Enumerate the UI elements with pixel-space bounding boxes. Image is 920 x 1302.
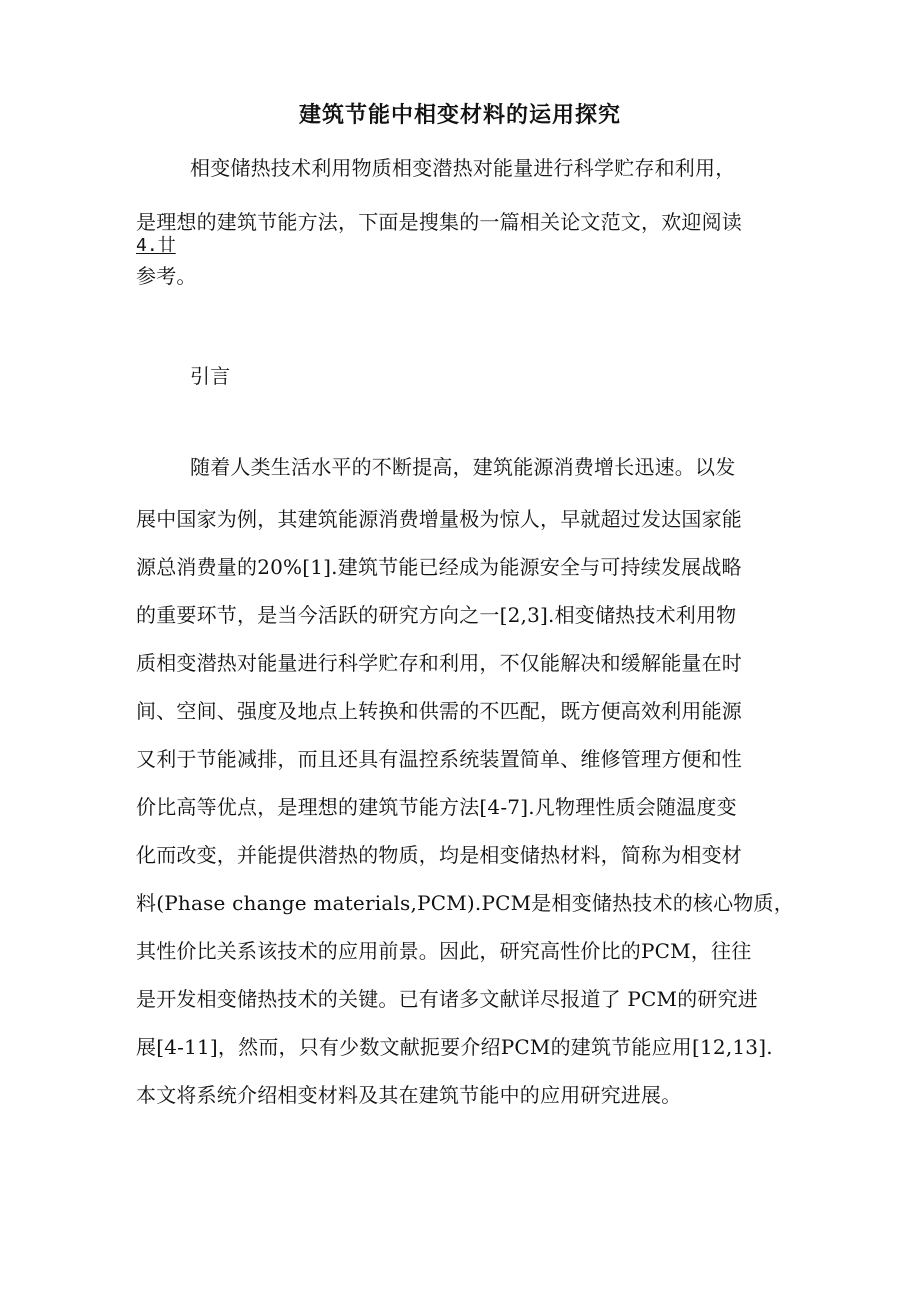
body-line: 是开发相变储热技术的关键。已有诸多文献详尽报道了 PCM的研究进 bbox=[136, 987, 758, 1011]
body-line: 本文将系统介绍相变材料及其在建筑节能中的应用研究进展。 bbox=[136, 1083, 682, 1107]
document-title: 建筑节能中相变材料的运用探究 bbox=[298, 102, 621, 128]
body-line: 展中国家为例，其建筑能源消费增量极为惊人，早就超过发达国家能 bbox=[136, 507, 742, 531]
intro-line-1: 相变储热技术利用物质相变潜热对能量进行科学贮存和利用， bbox=[190, 156, 736, 180]
body-line: 随着人类生活水平的不断提高，建筑能源消费增长迅速。以发 bbox=[190, 455, 736, 479]
section-heading: 引言 bbox=[190, 364, 231, 388]
body-line: 质相变潜热对能量进行科学贮存和利用，不仅能解决和缓解能量在时 bbox=[136, 651, 742, 675]
body-line: 又利于节能减排，而且还具有温控系统装置简单、维修管理方便和性 bbox=[136, 747, 742, 771]
page-marker: 4.廿 bbox=[136, 235, 176, 256]
body-line: 料(Phase change materials,PCM).PCM是相变储热技术的核心物质， bbox=[136, 891, 794, 915]
body-line: 价比高等优点，是理想的建筑节能方法[4-7].凡物理性质会随温度变 bbox=[136, 795, 737, 819]
body-line: 化而改变，并能提供潜热的物质，均是相变储热材料，简称为相变材 bbox=[136, 843, 742, 867]
body-line: 间、空间、强度及地点上转换和供需的不匹配，既方便高效利用能源 bbox=[136, 699, 742, 723]
intro-line-2: 是理想的建筑节能方法，下面是搜集的一篇相关论文范文，欢迎阅读 bbox=[136, 210, 742, 234]
intro-line-3: 参考。 bbox=[136, 264, 197, 288]
body-line: 展[4-11]，然而，只有少数文献扼要介绍PCM的建筑节能应用[12,13]. bbox=[136, 1035, 773, 1059]
body-line: 其性价比关系该技术的应用前景。因此，研究高性价比的PCM，往往 bbox=[136, 939, 752, 963]
body-line: 源总消费量的20%[1].建筑节能已经成为能源安全与可持续发展战略 bbox=[136, 555, 742, 579]
body-line: 的重要环节，是当今活跃的研究方向之一[2,3].相变储热技术利用物 bbox=[136, 603, 737, 627]
